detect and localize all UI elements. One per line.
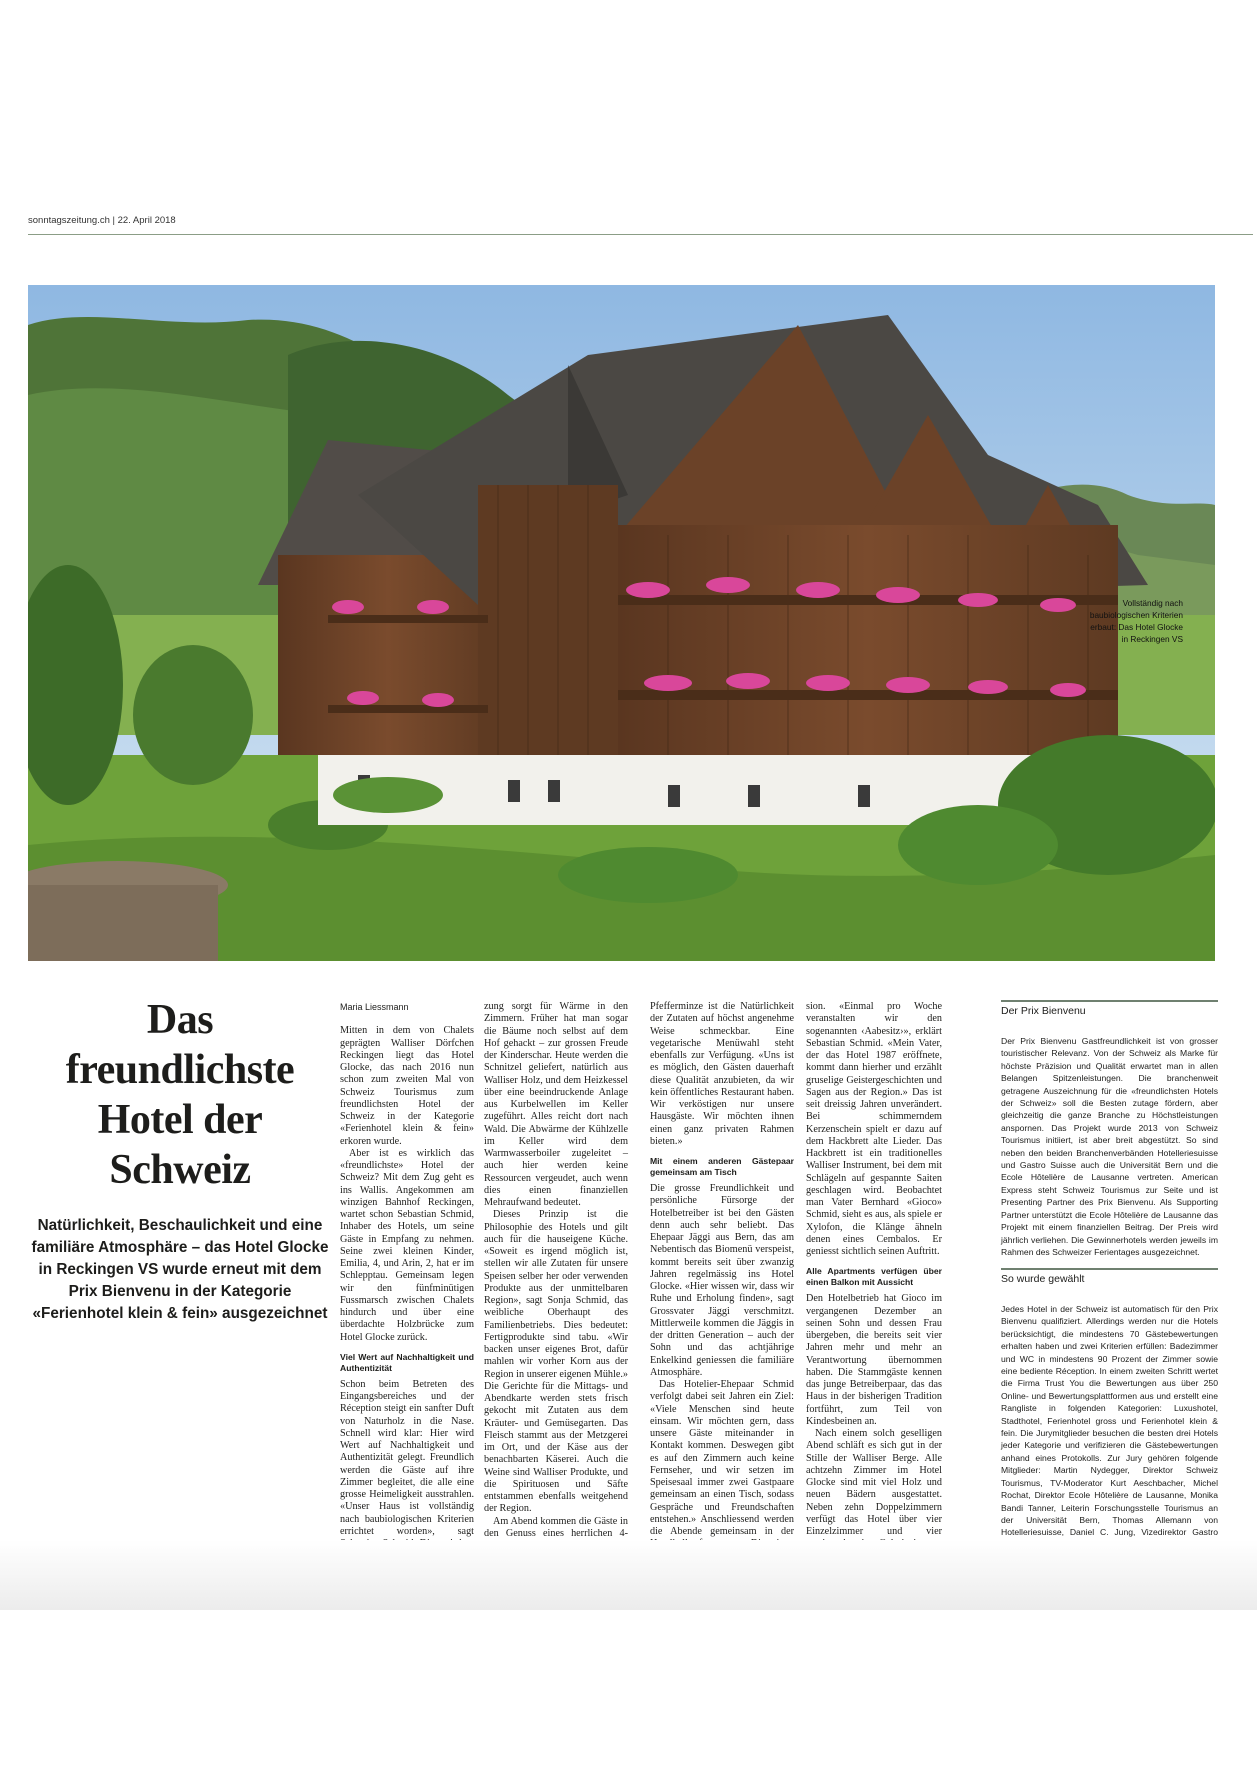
paragraph: Dieses Prinzip ist die Philosophie des Hotels und gilt auch für die hauseigene Küche. «Soweit es irgend möglich ist, stellen wir alle Zutaten für unsere Speisen selber her oder verwenden Produkte aus der unmittelbaren Region», sagt Sonja Schmid, das weibliche Oberhaupt des Familienbetriebs. Dies bedeutet: Fertigprodukte sind tabu. «Wir backen unser eigenes Brot, dafür mahlen wir vorher Korn aus der Region in unserer eigenen Mühle.» Die Gerichte für die Mittags- und Abendkarte werden stets frisch gekocht mit Zutaten aus dem Kräuter- und Gemüsegarten. Das Fleisch stammt aus der Metzgerei im Ort, und der Käse aus der benachbarten Käserei. Auch die Weine sind Walliser Produkte, und die Spirituosen und Säfte entstammen ebenfalls weitgehend der Region. [484, 1209, 628, 1515]
hotel-photo [28, 285, 1215, 961]
headline: Das freundlichste Hotel der Schweiz [65, 997, 295, 1193]
photo-caption: Vollständig nach baubiologischen Kriterien erbaut: Das Hotel Glocke in Reckingen VS [1089, 598, 1183, 644]
paragraph: Den Hotelbetrieb hat Gioco im vergangenen Dezember an seinen Sohn und dessen Frau übergeben, die bereits seit vier Jahren mehr und mehr an Verantwortung übernommen haben. Die Stammgäste kennen das junge Betreiberpaar, das das Haus in der bisherigen Tradition fortführt, zum Teil von Kindesbeinen an. [806, 1293, 942, 1427]
info-box-text: Jedes Hotel in der Schweiz ist automatisch für den Prix Bienvenu qualifiziert. Allerdings werden nur die Hotels berücksichtigt, die mindestens 70 Gästebewertungen erhalten haben und zwei Kriterien erfüllen: Badezimmer und WC in mindestens 90 Prozent der Zimmer sowie eine bediente Réception. In einem zweiten Schritt wertet die Firma Trust You die Bewertungen aus über 250 Online- und Bewertungsplattformen aus und erstellt eine Rangliste in folgenden Kategorien: Luxushotel, Stadthotel, Ferienhotel gross und Ferienhotel klein & fein. Die Jurymitglieder besuchen die besten drei Hotels jeder Kategorie und verifizieren die Gästebewertungen anhand eines Protokolls. Zur Jury gehören folgende Mitglieder: Martin Nydegger, Direktor Schweiz Tourismus, TV-Moderator Kurt Aeschbacher, Michel Rochat, Direktor Ecole Hôtelière de Lausanne, Monika Bandi Tanner, Leiterin Forschungsstelle Tourismus an der Universität Bern, Thomas Allemann von Hotelleriesuisse, Daniel C. Jung, Vizedirektor Gastro [1001, 1304, 1218, 1538]
info-box-voting [1001, 1268, 1218, 1576]
paragraph: sion. «Einmal pro Woche veranstalten wir den sogenannten ‹Aabesitz›», erklärt Sebastian Schmid. «Mein Vater, der das Hotel 1987 eröffnete, kommt dann hierher und erzählt gruselige Geistergeschichten und Sagen aus der Region.» Das ist seit dreissig Jahren unverändert. Bei schimmerndem Kerzenschein spielt er dazu auf dem Hackbrett alte Lieder. Das Hackbrett ist ein traditionelles Walliser Instrument, bei dem mit Schlägeln auf gespannte Saiten geschlagen wird. Beobachtet man Vater Bernhard «Gioco» Schmid, sieht es aus, als spiele er Xylofon, die Klänge ähneln denen eines Cembalos. Er geniesst sichtlich seinen Auftritt. [806, 1001, 942, 1257]
deck: Natürlichkeit, Beschaulichkeit und eine familiäre Atmosphäre – das Hotel Glocke in Reckingen VS wurde erneut mit dem Prix Bienvenu in der Kategorie «Ferienhotel klein & fein» ausgezeichnet [31, 1217, 329, 1322]
subheading: Alle Apartments verfügen über einen Balkon mit Aussicht [806, 1266, 942, 1288]
info-box-title: So wurde gewählt [1001, 1268, 1218, 1285]
page-bottom-margin [0, 1610, 1257, 1778]
info-box-prix-bienvenu [1001, 1000, 1218, 1258]
paragraph: zung sorgt für Wärme in den Zimmern. Früher hat man sogar die Bäume noch selbst auf dem Hof gehackt – zur grossen Freude der Kinderschar. Heute werden die Schnitzel geliefert, natürlich aus Walliser Holz, und dem Heizkessel über eine beeindruckende Anlage aus Kurbelwellen im Keller zugeführt. Alles reicht dort nach Wald. Die Abwärme der Kühlzelle im Keller wird dem Warmwasserboiler zugeleitet – auch hier werden keine Ressourcen vergeudet, auch wenn dies einen finanziellen Mehraufwand bedeutet. [484, 1001, 628, 1208]
header-text: sonntagszeitung.ch | 22. April 2018 [28, 215, 176, 226]
paragraph: Am Abend kommen die Gäste in den Genuss eines herrlichen 4- [484, 1515, 628, 1539]
byline: Maria Liessmann [340, 1002, 409, 1012]
paragraph: Aber ist es wirklich das «freundlichste» Hotel der Schweiz? Mit dem Zug geht es ins Wallis. Angekommen am winzigen Bahnhof Reckingen, wartet schon Sebastian Schmid, Inhaber des Hotels, um seine Gäste in Empfang zu nehmen. Seine zwei kleinen Kinder, Emilia, 4, und Arin, 2, hat er im Schlepptau. Gemeinsam legen wir den fünfminütigen Fussmarsch zwischen Chalets hindurch und über eine überdachte Holzbrücke zum Hotel Glocke zurück. [340, 1147, 474, 1343]
subheading: Viel Wert auf Nachhaltigkeit und Authentizität [340, 1351, 474, 1373]
paragraph: Die grosse Freundlichkeit und persönliche Fürsorge der Hotelbetreiber ist bei den Gästen denn auch sehr beliebt. Das Ehepaar Jäggi aus Bern, das am Nebentisch das Biomenü verspeist, kommt bereits seit über zwanzig Jahren regelmässig ins Hotel Glocke. «Hier wissen wir, dass wir Ruhe und Erholung finden», sagt Grossvater Jäggi verschmitzt. Mittlerweile kommen die Jäggis in der dritten Generation – auch der Sohn und das achtjährige Enkelkind geniessen die familiäre Atmosphäre. [650, 1183, 794, 1378]
article-column-3 [650, 1001, 794, 1612]
info-box-title: Der Prix Bienvenu [1001, 1000, 1218, 1017]
paragraph: Das Hotelier-Ehepaar Schmid verfolgt dabei seit Jahren ein Ziel: «Viele Menschen sind heute einsam. Wir möchten gern, dass unsere Gäste miteinander in Kontakt kommen. Deswegen gibt es auf den Zimmern auch keine Fernseher, und wir setzen im Speisesaal immer zwei Gastpaare gemeinsam an einen Tisch, sodass Gespräche und Freundschaften entstehen.» Anschliessend werden die Abende gemeinsam in der [650, 1379, 794, 1537]
paragraph: Nach einem solch geselligen Abend schläft es sich gut in der Stille der Walliser Berge. Alle achtzehn Zimmer im Hotel Glocke sind mit viel Holz und neuen Bädern ausgestattet. Neben zehn Doppelzimmern verfügt das Hotel über vier Einzelzimmer und vier [806, 1428, 942, 1537]
hotel-glocke-illustration [28, 285, 1215, 961]
paragraph: Mitten in dem von Chalets geprägten Walliser Dörfchen Reckingen liegt das Hotel Glocke, das nach 2016 nun schon zum zweiten Mal von Schweiz Tourismus zum freundlichsten Hotel der Schweiz in der Kategorie «Ferienhotel klein & fein» erkoren wurde. [340, 1025, 474, 1147]
page-header [28, 212, 1253, 235]
paragraph: Schon beim Betreten des Eingangsbereiches und der Réception steigt ein sanfter Duft von Naturholz in die Nase. Schnell wird klar: Hier wird Wert auf Nachhaltigkeit und Authentizität gelegt. Freundlich werden die Gäste auf ihre Zimmer begleitet, die alle eine grosse Heimeligkeit ausstrahlen. «Unser Haus ist vollständig nach baubiologischen Kriterien errichtet worden», sagt [340, 1378, 474, 1537]
article-column-2 [484, 1001, 628, 1614]
paragraph: Pfefferminze ist die Natürlichkeit der Zutaten auf höchst angenehme Weise schmeckbar. Eine vegetarische Menüwahl steht ebenfalls zur Verfügung. «Uns ist es möglich, den Gästen dauerhaft diese Qualität anzubieten, da wir kein öffentliches Restaurant haben. Wir verköstigen nur unsere Hausgäste. Wir möchten ihnen einen ganz privaten Rahmen bieten.» [650, 1001, 794, 1147]
article-column-4 [806, 1001, 942, 1627]
info-box-text: Der Prix Bienvenu Gastfreundlichkeit ist von grosser touristischer Relevanz. Von der Schweiz als Marke für höchste Präzision und Qualität erwartet man in allen Belangen Spitzenleistungen. Die branchenweit getragene Auszeichnung für die «freundlichsten Hotels der Schweiz» soll die Besten zutage fördern, aber gleichzeitig die ganze Branche zu Höchstleistungen anspornen. Das Projekt wurde 2013 von Schweiz Tourismus initiiert, ist aber breit abgestützt. So sind neben den beiden Branchenverbänden Hotelleriesuisse und Gastro Suisse auch die Universität Bern und die Ecole Hôtelière de Lausanne vertreten. American Express steht Schweiz Tourismus zur Seite und ist Presenting Partner des Prix Bienvenu. Als Supporting Partner unterstützt die Ecole Hôtelière de Lausanne das Projekt mit einem finanziellen Beitrag. Der Preis wird jährlich verliehen. Die Gewinnerhotels werden jeweils im Rahmen des Schweizer Ferientages ausgezeichnet. [1001, 1036, 1218, 1257]
subheading: Mit einem anderen Gästepaar gemeinsam am Tisch [650, 1156, 794, 1177]
page-bottom-shade [0, 1540, 1257, 1610]
